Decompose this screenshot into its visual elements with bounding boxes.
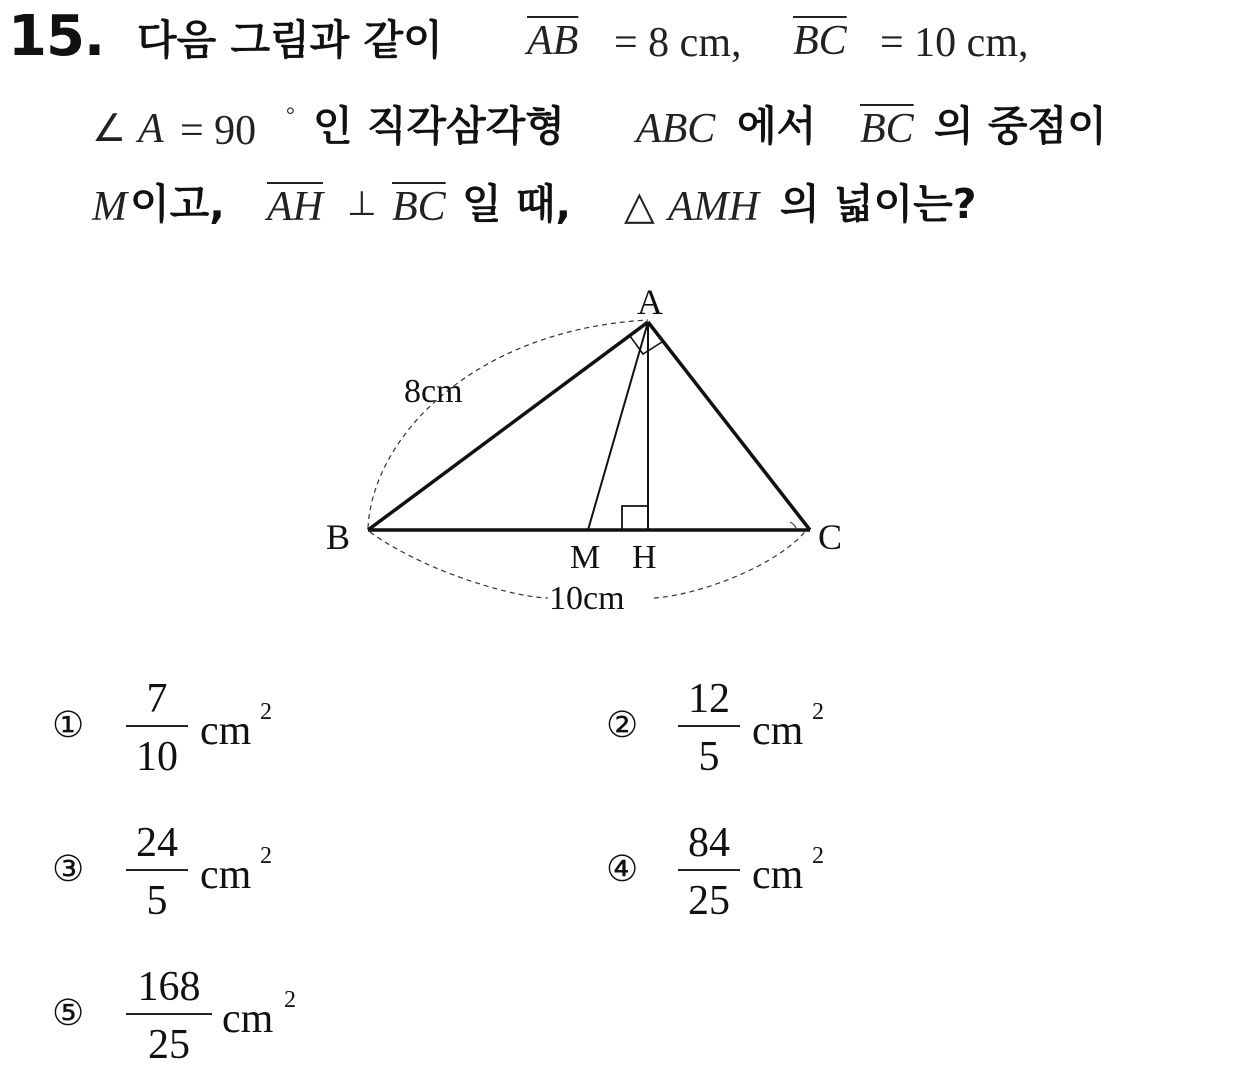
right-angle-mark-a [630, 336, 662, 354]
option-2-numerator: 12 [688, 676, 730, 722]
option-2-unit: cm [752, 708, 804, 754]
question-text-line2c: 의 중점이 [934, 102, 1107, 150]
option-3-numerator: 24 [136, 820, 178, 866]
side-ac [648, 322, 810, 530]
label-c: C [818, 517, 843, 557]
fraction-bar [126, 869, 188, 871]
degree-symbol: ° [286, 102, 295, 127]
option-4-fraction[interactable] [678, 822, 740, 922]
fraction-bar [126, 1013, 212, 1015]
option-5-denominator: 25 [148, 1022, 190, 1068]
option-4-unit: cm [752, 852, 804, 898]
option-4-denominator: 25 [688, 878, 730, 924]
label-m: M [570, 539, 601, 576]
segment-bc: $\overline{BC}$ [793, 18, 847, 64]
question-text-line3a: 이고, [130, 180, 225, 228]
option-5-exponent: 2 [284, 987, 296, 1013]
midpoint-m: M [92, 184, 127, 230]
option-3-unit: cm [200, 852, 252, 898]
option-4-numerator: 84 [688, 820, 730, 866]
triangle-amh: AMH [668, 184, 759, 230]
option-2-denominator: 5 [698, 734, 720, 780]
question-text-line3b: 일 때, [462, 180, 572, 228]
option-1-numerator: 7 [146, 676, 168, 722]
label-ab-length: 8cm [404, 373, 463, 410]
option-1-exponent: 2 [260, 699, 272, 725]
option-5-fraction[interactable] [126, 966, 212, 1066]
segment-ah: $\overline{AH}$ [267, 184, 323, 230]
ab-length: = 8 cm, [614, 20, 742, 66]
option-1-denominator: 10 [136, 734, 178, 780]
option-5-numerator: 168 [137, 964, 201, 1010]
label-b: B [326, 517, 351, 557]
fraction-bar [678, 869, 740, 871]
segment-ab: $\overline{AB}$ [527, 18, 579, 64]
triangle-abc: ABC [636, 106, 716, 152]
label-h: H [632, 539, 657, 576]
option-3-exponent: 2 [260, 843, 272, 869]
angle-var: A [138, 106, 164, 152]
fraction-bar [678, 725, 740, 727]
option-1-number[interactable]: ① [52, 705, 85, 746]
option-1-unit: cm [200, 708, 252, 754]
triangle-symbol: △ [624, 183, 655, 228]
right-angle-mark-h [622, 506, 648, 530]
option-4-number[interactable]: ④ [606, 849, 639, 890]
question-number: 15. [8, 4, 105, 69]
option-4-exponent: 2 [812, 843, 824, 869]
question-text-line2b: 에서 [737, 102, 817, 150]
fraction-bar [126, 725, 188, 727]
angle-value: = 90 [180, 108, 257, 154]
bc-length: = 10 cm, [880, 20, 1029, 66]
option-3-denominator: 5 [146, 878, 168, 924]
question-text-line3c: 의 넓이는? [780, 180, 977, 228]
option-2-fraction[interactable] [678, 678, 740, 778]
segment-bc-2: $\overline{BC}$ [860, 106, 914, 152]
label-bc-length: 10cm [549, 580, 625, 617]
option-3-number[interactable]: ③ [52, 849, 85, 890]
segment-bc-3: $\overline{BC}$ [392, 184, 446, 230]
perp-symbol: ⊥ [347, 186, 377, 223]
option-2-exponent: 2 [812, 699, 824, 725]
option-5-unit: cm [222, 996, 274, 1042]
question-text-line2a: 인 직각삼각형 [313, 102, 565, 150]
option-2-number[interactable]: ② [606, 705, 639, 746]
angle-symbol: ∠ [92, 108, 127, 150]
segment-am-line [588, 322, 648, 530]
option-3-fraction[interactable] [126, 822, 188, 922]
option-5-number[interactable]: ⑤ [52, 993, 85, 1034]
label-a: A [637, 282, 663, 322]
question-text-line1: 다음 그림과 같이 [137, 16, 443, 64]
option-1-fraction[interactable] [126, 678, 188, 778]
